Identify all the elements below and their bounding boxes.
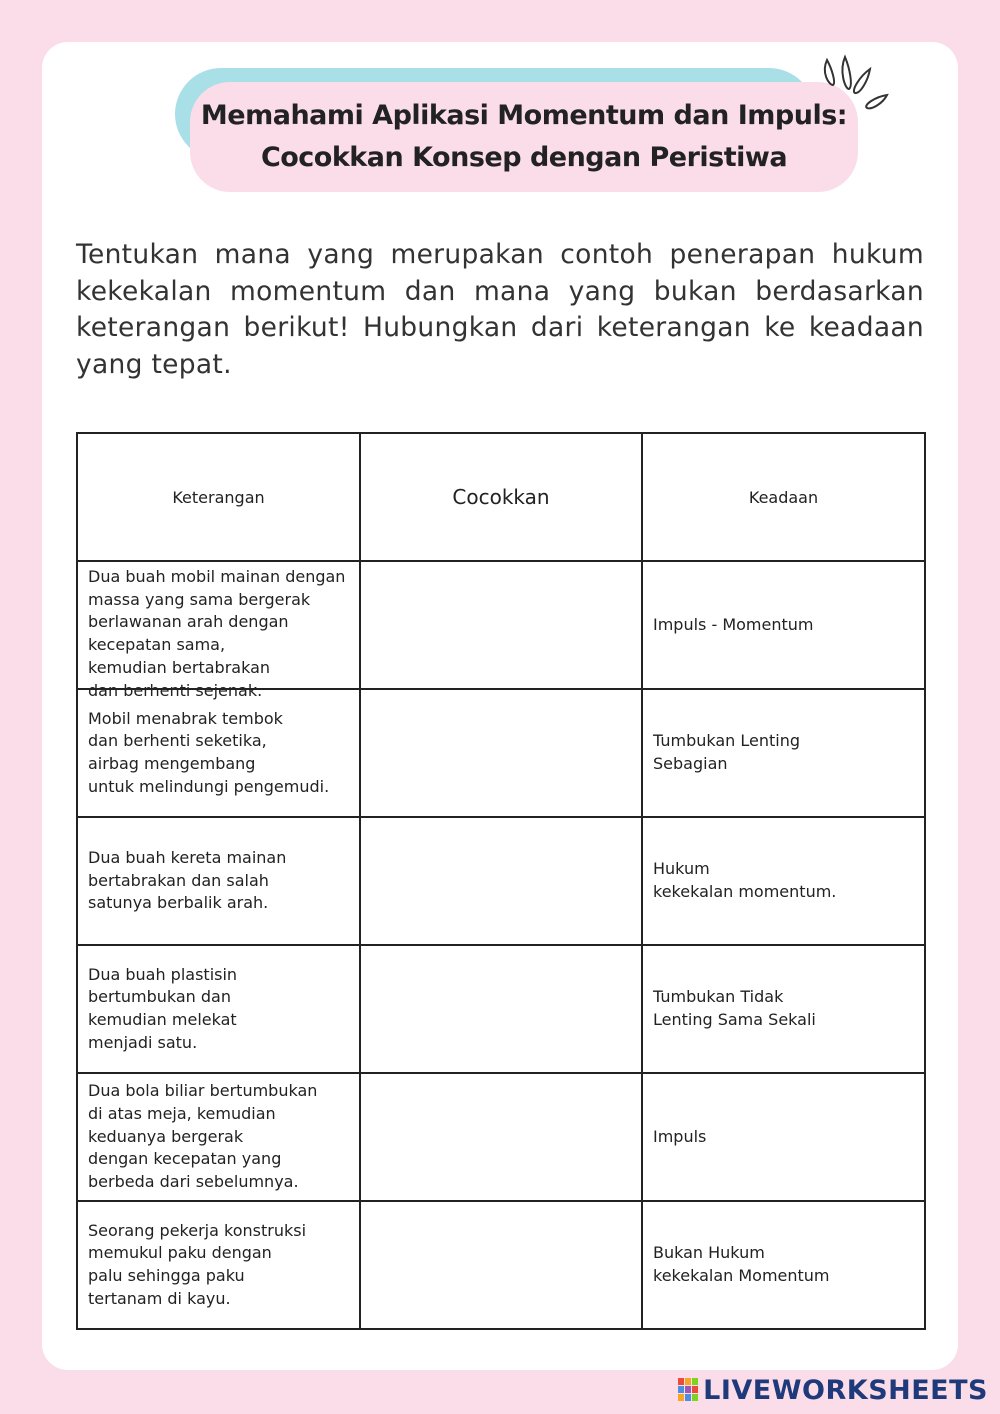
keadaan-cell[interactable] [642,689,925,817]
matching-table [76,432,926,1330]
sparkle-decoration-icon [815,55,900,120]
keadaan-cell[interactable] [642,561,925,689]
keterangan-text: Mobil menabrak tembok dan berhenti seketika, airbag mengembang untuk melindungi pengemudi. [88,708,330,796]
header-cocokkan: Cocokkan [360,433,642,561]
table-header-row [77,433,925,561]
header-keterangan: Keterangan [77,433,360,561]
keadaan-text: Impuls [653,1126,707,1146]
table-row [77,817,925,945]
keadaan-cell[interactable] [642,1201,925,1329]
keadaan-text: Tumbukan Lenting Sebagian [653,731,801,773]
keadaan-text: Hukum kekekalan momentum. [653,859,837,901]
table-row [77,1201,925,1329]
keterangan-text: Dua buah mobil mainan dengan massa yang sama bergerak berlawanan arah dengan kecepatan sama, kemudian bertabrakan dan berhenti sejenak. [88,567,346,700]
title-line-1: Memahami Aplikasi Momentum dan Impuls: [200,100,848,131]
table-row [77,945,925,1073]
keterangan-text: Dua bola biliar bertumbukan di atas meja, kemudian keduanya bergerak dengan kecepatan yang berbeda dari sebelumnya. [88,1081,318,1192]
keterangan-cell[interactable] [77,561,360,700]
match-area-cell[interactable] [360,689,642,817]
keadaan-cell[interactable] [642,945,925,1073]
keadaan-text: Bukan Hukum kekekalan Momentum [653,1243,830,1285]
keterangan-text: Dua buah plastisin bertumbukan dan kemudian melekat menjadi satu. [88,964,238,1052]
brand-name: LIVEWORKSHEETS [703,1374,988,1406]
title-line-2: Cocokkan Konsep dengan Peristiwa [260,142,788,173]
title-pill [190,82,858,192]
keterangan-cell[interactable] [77,817,360,945]
keterangan-text: Seorang pekerja konstruksi memukul paku dengan palu sehingga paku tertanam di kayu. [88,1220,307,1308]
instruction-text: Tentukan mana yang merupakan contoh penerapan hukum kekekalan momentum dan mana yang bukan berdasarkan keterangan berikut! Hubungkan dari keterangan ke keadaan yang tepat. [76,239,924,380]
match-area-cell[interactable] [360,817,642,945]
keterangan-cell[interactable] [77,945,360,1073]
keadaan-text: Impuls - Momentum [653,614,814,634]
header-keadaan: Keadaan [642,433,925,561]
keterangan-cell[interactable] [77,689,360,817]
keterangan-cell[interactable] [77,1201,360,1329]
match-area-cell[interactable] [360,945,642,1073]
keadaan-cell[interactable] [642,1073,925,1201]
liveworksheets-logo-icon [677,1377,699,1403]
match-area-cell[interactable] [360,1073,642,1201]
keterangan-cell[interactable] [77,1073,360,1201]
table-row [77,561,925,689]
match-area-cell[interactable] [360,561,642,689]
table-row [77,689,925,817]
keadaan-text: Tumbukan Tidak Lenting Sama Sekali [653,987,816,1029]
table-row [77,1073,925,1201]
liveworksheets-brand [677,1373,988,1407]
match-area-cell[interactable] [360,1201,642,1329]
keadaan-cell[interactable] [642,817,925,945]
keterangan-text: Dua buah kereta mainan bertabrakan dan salah satunya berbalik arah. [88,847,287,913]
